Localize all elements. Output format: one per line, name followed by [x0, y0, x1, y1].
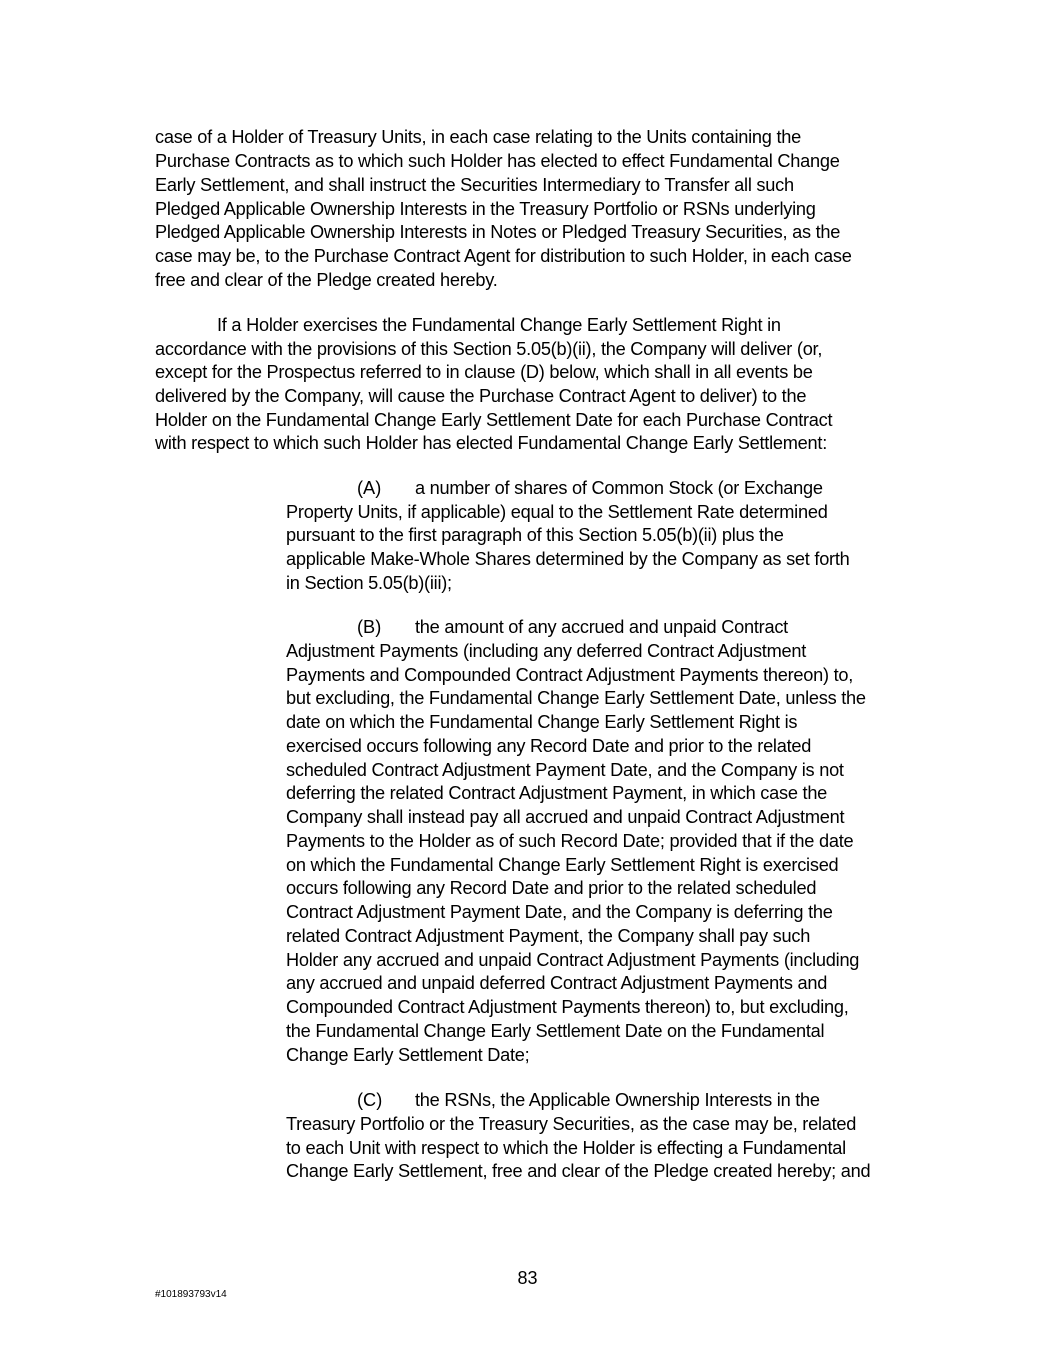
clause-line: exercised occurs following any Record Date and prior to the related	[286, 736, 812, 756]
clause-line: deferring the related Contract Adjustment Payment, in which case the	[286, 783, 828, 803]
clause-line: date on which the Fundamental Change Early Settlement Right is	[286, 712, 798, 732]
clause-line: Compounded Contract Adjustment Payments thereon) to, but excluding,	[286, 997, 849, 1017]
clause-line: scheduled Contract Adjustment Payment Date, and the Company is not	[286, 760, 844, 780]
paragraph-line: case of a Holder of Treasury Units, in each case relating to the Units containing the	[155, 127, 801, 147]
clause-line: Property Units, if applicable) equal to the Settlement Rate determined	[286, 502, 828, 522]
paragraph-line: free and clear of the Pledge created hereby.	[155, 270, 498, 290]
paragraph-line: Early Settlement, and shall instruct the Securities Intermediary to Transfer all such	[155, 175, 794, 195]
paragraph-line: delivered by the Company, will cause the Purchase Contract Agent to deliver) to the	[155, 386, 807, 406]
clause-line: to each Unit with respect to which the Holder is effecting a Fundamental	[286, 1138, 846, 1158]
clause-line: applicable Make-Whole Shares determined by the Company as set forth	[286, 549, 850, 569]
document-id: #101893793v14	[155, 1289, 227, 1300]
clause-line: but excluding, the Fundamental Change Early Settlement Date, unless the	[286, 688, 866, 708]
clause-line: on which the Fundamental Change Early Settlement Right is exercised	[286, 855, 839, 875]
clause-line: the Fundamental Change Early Settlement Date on the Fundamental	[286, 1021, 825, 1041]
page-number: 83	[517, 1268, 538, 1288]
clause-line: Holder any accrued and unpaid Contract Adjustment Payments (including	[286, 950, 860, 970]
clause-line: a number of shares of Common Stock (or Exchange	[415, 478, 823, 498]
clause-line: Change Early Settlement, free and clear of the Pledge created hereby; and	[286, 1161, 871, 1181]
clause-label: (A)	[357, 478, 382, 498]
clause-line: the RSNs, the Applicable Ownership Interests in the	[415, 1090, 820, 1110]
clause-line: any accrued and unpaid deferred Contract Adjustment Payments and	[286, 973, 828, 993]
paragraph-line: except for the Prospectus referred to in clause (D) below, which shall in all events be	[155, 362, 813, 382]
clause-line: pursuant to the first paragraph of this Section 5.05(b)(ii) plus the	[286, 525, 784, 545]
clause-line: Payments to the Holder as of such Record Date; provided that if the date	[286, 831, 854, 851]
paragraph-line: Pledged Applicable Ownership Interests in Notes or Pledged Treasury Securities, as the	[155, 222, 841, 242]
clause-line: Adjustment Payments (including any deferred Contract Adjustment	[286, 641, 807, 661]
paragraph-line: Holder on the Fundamental Change Early Settlement Date for each Purchase Contract	[155, 410, 833, 430]
clause-line: related Contract Adjustment Payment, the Company shall pay such	[286, 926, 811, 946]
clause-line: in Section 5.05(b)(iii);	[286, 573, 452, 593]
clause-line: the amount of any accrued and unpaid Contract	[415, 617, 788, 637]
paragraph-line: Pledged Applicable Ownership Interests in the Treasury Portfolio or RSNs underlying	[155, 199, 816, 219]
paragraph-line: If a Holder exercises the Fundamental Change Early Settlement Right in	[217, 315, 781, 335]
paragraph-line: with respect to which such Holder has elected Fundamental Change Early Settlement:	[155, 433, 828, 453]
paragraph-line: Purchase Contracts as to which such Holder has elected to effect Fundamental Change	[155, 151, 840, 171]
paragraph-line: accordance with the provisions of this Section 5.05(b)(ii), the Company will deliver (or,	[155, 339, 823, 359]
clause-line: Change Early Settlement Date;	[286, 1045, 530, 1065]
clause-label: (C)	[357, 1090, 383, 1110]
paragraph-line: case may be, to the Purchase Contract Agent for distribution to such Holder, in each case	[155, 246, 852, 266]
clause-line: Contract Adjustment Payment Date, and the Company is deferring the	[286, 902, 833, 922]
clause-line: Payments and Compounded Contract Adjustment Payments thereon) to,	[286, 665, 854, 685]
clause-line: Treasury Portfolio or the Treasury Securities, as the case may be, related	[286, 1114, 857, 1134]
clause-line: Company shall instead pay all accrued and unpaid Contract Adjustment	[286, 807, 845, 827]
clause-line: occurs following any Record Date and prior to the related scheduled	[286, 878, 817, 898]
clause-label: (B)	[357, 617, 382, 637]
